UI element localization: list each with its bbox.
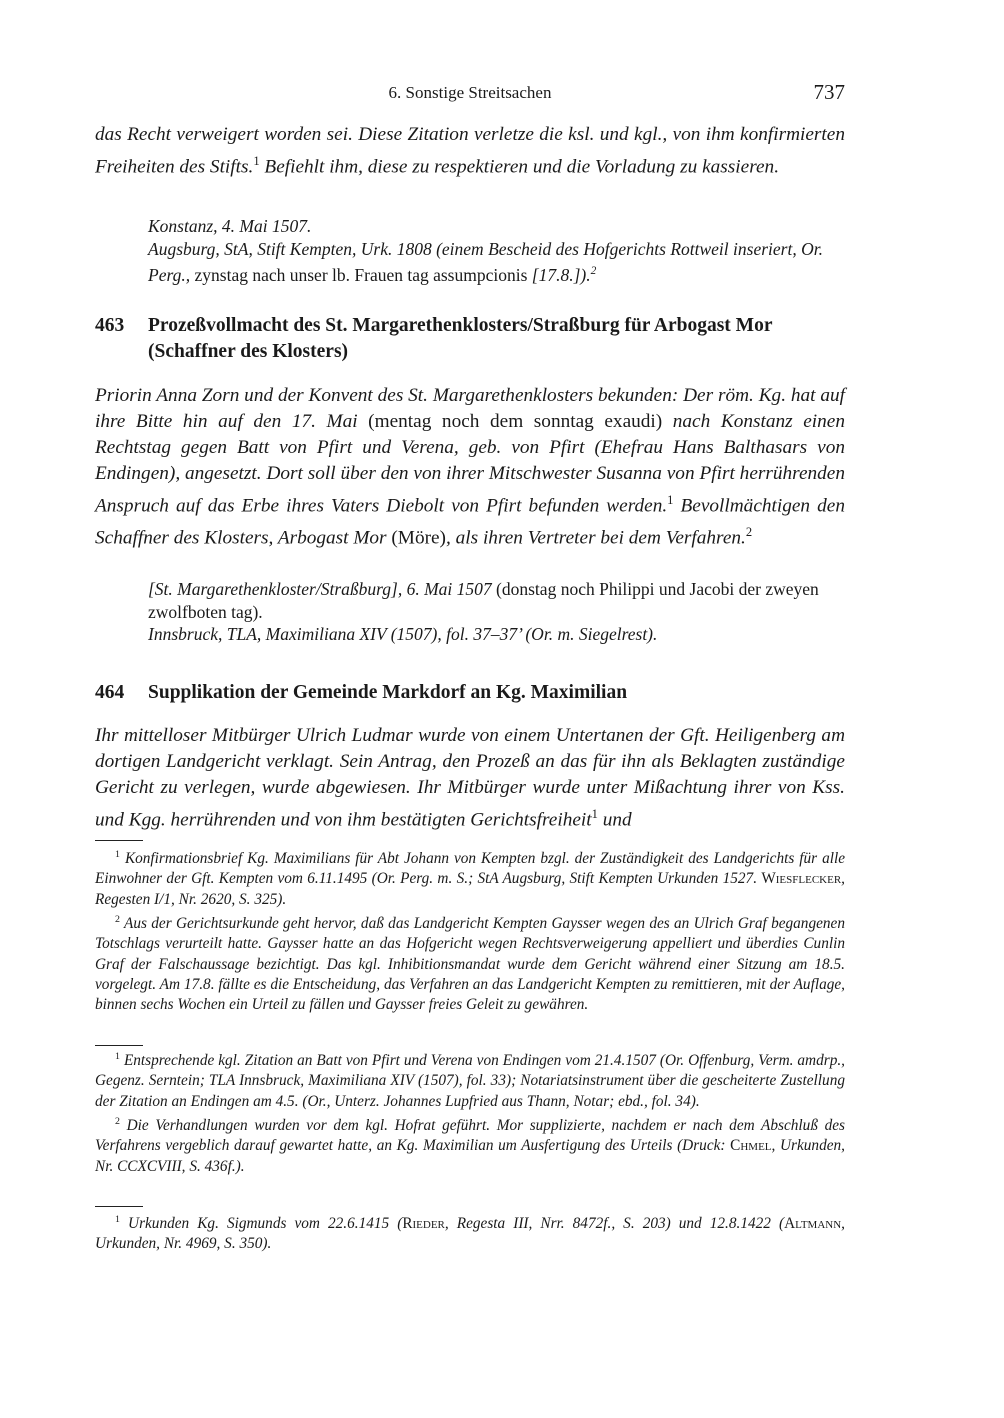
archive-ref <box>148 238 845 287</box>
footnote-number: 1 <box>115 1051 120 1062</box>
text: Bevollmächtigen den Schaffner des Klosters, Arbogast Mor <box>95 495 845 549</box>
text: , Regesten I/1, Nr. 2620, S. 325). <box>95 870 845 908</box>
footnotes-block-1 <box>95 845 845 1016</box>
text: , Urkunden, Nr. CCXCVIII, S. 436f.). <box>95 1137 845 1175</box>
footnote-rule <box>95 840 143 841</box>
footnote <box>95 845 845 910</box>
text: Ihr mittelloser Mitbürger Ulrich Ludmar wurde von einem Untertanen der Gft. Heiligenberg am dortigen Landgericht verklagt. Sein Antrag, den Prozeß an das für ihn als Beklagten zuständige Gericht zu verlegen, wurde abgewiesen. Ihr Mitbürger wurde unter Mißachtung ihrer von Kss. und Kgg. herrührenden und von ihm bestätigten Gerichtsfreiheit <box>95 725 845 831</box>
running-title: 6. Sonstige Streitsachen <box>388 83 552 102</box>
text: (donstag noch Philippi und Jacobi der zweyen zwolfboten tag). <box>148 579 819 622</box>
footnote-rule <box>95 1206 143 1207</box>
footnote-ref: 1 <box>667 493 674 507</box>
text: Konfirmationsbrief Kg. Maximilians für Abt Johann von Kempten bzgl. der Zuständigkeit des Landgerichts für alle Einwohner der Gft. Kempten vom 6.11.1495 (Or. Perg. m. S.; StA Augsburg, Stift Kempten Urkunden 1527. <box>95 850 846 888</box>
text: nach Konstanz einen Rechtstag gegen Batt von Pfirt und Verena, geb. von Pfirt (Ehefrau Hans Balthasars von Endingen), angesetzt. Dort soll über den von ihrer Mitschwester Susanna von Pfirt herrührenden Anspruch auf das Erbe ihres Vaters Diebolt von Pfirt befunden werden. <box>95 411 845 517</box>
intro-source <box>148 215 845 286</box>
footnote <box>95 1047 845 1112</box>
text: Befiehlt ihm, diese zu respektieren und die Vorladung zu kassieren. <box>259 156 780 178</box>
text: , als ihren Vertreter bei dem Verfahren. <box>445 527 746 549</box>
text: (mentag noch dem sonntag exaudi) <box>368 411 663 432</box>
entry-number: 464 <box>95 682 125 703</box>
entry-number: 463 <box>95 315 125 336</box>
text: und <box>597 809 632 831</box>
author: Rieder <box>402 1215 445 1233</box>
entry-title: Supplikation der Gemeinde Markdorf an Kg. Maximilian <box>148 682 628 703</box>
entry-463-summary <box>95 383 845 552</box>
text: [17.8.]). <box>531 264 591 285</box>
author: Altmann <box>784 1215 842 1233</box>
footnote-number: 1 <box>115 1214 120 1225</box>
footnote-number: 2 <box>115 1115 120 1127</box>
footnote-ref: 2 <box>590 265 597 277</box>
running-header <box>95 80 845 107</box>
author: Chmel <box>730 1137 772 1155</box>
text: , Urkunden, Nr. 4969, S. 350). <box>95 1215 845 1253</box>
text: das Recht verweigert worden sei. Diese Zitation verletze die ksl. und kgl., von ihm konfirmierten Freiheiten des Stifts. <box>95 124 845 178</box>
footnote-rule <box>95 1045 143 1046</box>
footnote-number: 1 <box>115 849 120 860</box>
place-date <box>148 578 845 623</box>
page-number: 737 <box>813 80 845 104</box>
text: (Möre) <box>391 527 446 549</box>
text: , Regesta III, Nrr. 8472f., S. 203) und 12.8.1422 ( <box>444 1215 785 1233</box>
footnotes-block-3 <box>95 1210 845 1255</box>
entry-464-summary <box>95 723 845 833</box>
entry-heading-464 <box>95 680 845 706</box>
footnotes-block-2 <box>95 1047 845 1177</box>
entry-title: Prozeßvollmacht des St. Margarethenklosters/Straßburg für Arbogast Mor (Schaffner des Klosters) <box>148 315 773 362</box>
text: Entsprechende kgl. Zitation an Batt von Pfirt und Verena von Endingen vom 21.4.1507 (Or. Offenburg, Verm. amdrp., Gegenz. Serntein; TLA Innsbruck, Maximiliana XIV (1507), fol. 33); Notariatsinstrument über die gescheiterte Zustellung der Zitation an Endingen am 4.5. (Or., Unterz. Johannes Lupfried aus Thann, Notar; ebd., fol. 34). <box>95 1052 845 1110</box>
footnote-ref: 1 <box>253 154 260 168</box>
author: Wiesflecker <box>761 870 842 888</box>
text: Urkunden Kg. Sigmunds vom 22.6.1415 ( <box>128 1215 403 1233</box>
intro-paragraph <box>95 122 845 180</box>
archive-ref: Innsbruck, TLA, Maximiliana XIV (1507), fol. 37–37’ (Or. m. Siegelrest). <box>148 624 658 644</box>
place-date: Konstanz, 4. Mai 1507. <box>148 216 312 236</box>
footnote <box>95 1112 845 1177</box>
footnote <box>95 1210 845 1255</box>
text: zynstag nach unser lb. Frauen tag assumpcionis <box>190 264 532 285</box>
footnote <box>95 910 845 1016</box>
entry-463-source <box>148 578 845 646</box>
text: Die Verhandlungen wurden vor dem kgl. Hofrat geführt. Mor supplizierte, nachdem er nach dem Abschluß des Verfahrens vergeblich darauf gewartet hatte, an Kg. Maximilian um Ausfertigung des Urteils (Druck: <box>95 1117 846 1155</box>
footnote-number: 2 <box>115 913 120 925</box>
text: Augsburg, StA, Stift Kempten, Urk. 1808 (einem Bescheid des Hofgerichts Rottweil inseriert, Or. Perg., <box>148 238 823 285</box>
text: Priorin Anna Zorn und der Konvent des St. Margarethenklosters bekunden: Der röm. Kg. hat auf ihre Bitte hin auf den 17. Mai <box>95 385 845 432</box>
footnote-ref: 1 <box>591 807 598 821</box>
text: [St. Margarethenkloster/Straßburg], 6. Mai 1507 <box>148 579 492 599</box>
text: Aus der Gerichtsurkunde geht hervor, daß das Landgericht Kempten Gaysser wegen des an Ulrich Graf begangenen Totschlags verurteilt hatte. Gaysser hatte an das Hofgericht wegen Rechtsverweigerung appelliert und überdies Cunlin Graf der Falschaussage bezichtigt. Das kgl. Inhibitionsmandat wurde dem Gericht während einer Sitzung am 18.5. vorgelegt. Am 17.8. fällte es die Entscheidung, das Verfahren an das Landgericht Kempten zu remittieren, mit der Auflage, binnen sechs Wochen ein Urteil zu fällen und Gaysser freies Geleit zu gewähren. <box>95 915 845 1014</box>
footnote-ref: 2 <box>745 525 753 540</box>
entry-heading-463 <box>95 313 845 365</box>
